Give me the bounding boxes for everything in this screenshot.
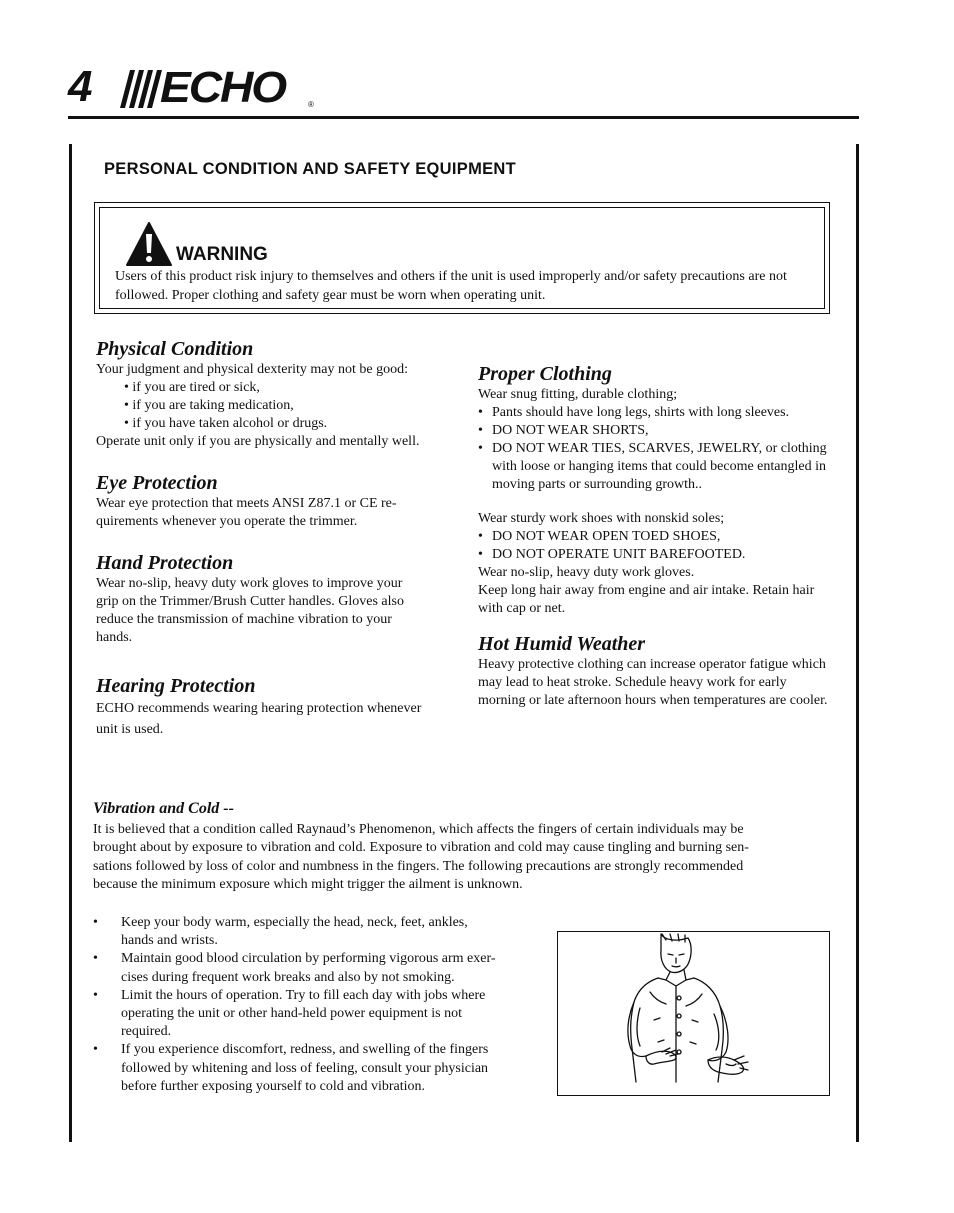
text-line: unit is used. (96, 722, 164, 737)
eye-protection-section (96, 471, 466, 531)
echo-logo (120, 63, 325, 112)
right-margin-rule (856, 144, 859, 1142)
hot-humid-section (478, 632, 830, 710)
eye-protection-heading: Eye Protection (96, 472, 218, 494)
text-line: It is believed that a condition called Raynaud’s Phenomenon, which affects the fingers of certain individuals may be (93, 822, 744, 837)
hand-protection-section (96, 551, 466, 647)
hot-humid-text: Heavy protective clothing can increase operator fatigue which may lead to heat stroke. Schedule heavy work for early morning or late afternoon hours when temperatures are cooler. (478, 657, 828, 708)
text-line: ECHO recommends wearing hearing protection whenever (96, 701, 422, 716)
list-item: • Limit the hours of operation. Try to fill each day with jobs where operating the unit or other hand-held power equipment is not required. (93, 987, 486, 1040)
hearing-protection-heading: Hearing Protection (96, 675, 256, 697)
hand-protection-heading: Hand Protection (96, 552, 234, 574)
proper-clothing-intro: Wear snug fitting, durable clothing; (478, 387, 678, 402)
list-item: • DO NOT OPERATE UNIT BAREFOOTED. (478, 547, 746, 562)
hot-humid-heading: Hot Humid Weather (478, 633, 646, 655)
physical-condition-outro: Operate unit only if you are physically and mentally well. (96, 434, 420, 449)
proper-clothing-heading: Proper Clothing (478, 363, 612, 385)
warning-box-inner (99, 207, 825, 309)
text-line: because the minimum exposure which might trigger the ailment is unknown. (93, 876, 523, 892)
warning-box (94, 202, 830, 314)
warning-triangle-icon (126, 222, 172, 266)
list-item: • if you are taking medication, (124, 398, 294, 413)
list-item: • Maintain good blood circulation by performing vigorous arm exer- cises during frequent work breaks and also by not smoking. (93, 951, 496, 985)
hearing-protection-section (96, 674, 466, 740)
list-item: • DO NOT WEAR OPEN TOED SHOES, (478, 529, 721, 544)
vibration-heading: Vibration and Cold -- (93, 800, 234, 817)
logo-stripes-icon (120, 70, 162, 108)
text-line: Wear eye protection that meets ANSI Z87.1 or CE re- (96, 496, 397, 511)
warning-label: WARNING (176, 244, 268, 265)
physical-condition-section (96, 337, 456, 451)
text-line: Wear no-slip, heavy duty work gloves to improve your (96, 576, 403, 591)
text-line: quirements whenever you operate the trimmer. (96, 514, 358, 529)
list-item: • Keep your body warm, especially the head, neck, feet, ankles, hands and wrists. (93, 915, 468, 949)
hair-text: Keep long hair away from engine and air intake. Retain hair with cap or net. (478, 583, 815, 616)
physical-condition-intro: Your judgment and physical dexterity may not be good: (96, 362, 408, 377)
list-item: • DO NOT WEAR TIES, SCARVES, JEWELRY, or clothing with loose or hanging items that could become entangled in moving parts or surrounding growth.. (478, 441, 827, 492)
list-item: • DO NOT WEAR SHORTS, (478, 423, 649, 438)
text-line: brought about by exposure to vibration and cold. Exposure to vibration and cold may cause tingling and burning sen- (93, 840, 749, 856)
list-item: • if you are tired or sick, (124, 380, 260, 395)
warning-text: Users of this product risk injury to themselves and others if the unit is used improperly and/or safety precautions are not followed. Proper clothing and safety gear must be worn when operating unit. (115, 269, 787, 303)
header-rule (68, 116, 859, 119)
list-item: • Pants should have long legs, shirts with long sleeves. (478, 405, 790, 420)
text-line: reduce the transmission of machine vibration to your (96, 612, 392, 627)
logo-text: ECHO (160, 63, 286, 112)
shoes-intro: Wear sturdy work shoes with nonskid soles; (478, 511, 725, 526)
list-item: • If you experience discomfort, redness, and swelling of the fingers followed by whitening and loss of feeling, consult your physician before further exposing yourself to cold and vibration. (93, 1042, 489, 1094)
registered-mark: ® (308, 100, 314, 109)
vibration-text (93, 821, 813, 894)
text-line: grip on the Trimmer/Brush Cutter handles. Gloves also (96, 594, 404, 609)
text-line: sations followed by loss of color and numbness in the fingers. The following precautions are strongly recommended (93, 858, 744, 874)
section-title: PERSONAL CONDITION AND SAFETY EQUIPMENT (104, 160, 517, 178)
list-item: • if you have taken alcohol or drugs. (124, 416, 328, 431)
text-line: hands. (96, 630, 133, 645)
proper-clothing-section (478, 362, 833, 618)
man-examining-hands-illustration (557, 931, 830, 1096)
page-number: 4 (68, 62, 93, 111)
physical-condition-heading: Physical Condition (96, 338, 254, 360)
gloves-text: Wear no-slip, heavy duty work gloves. (478, 565, 695, 580)
vibration-precautions-list (93, 914, 533, 1096)
left-margin-rule (69, 144, 72, 1142)
